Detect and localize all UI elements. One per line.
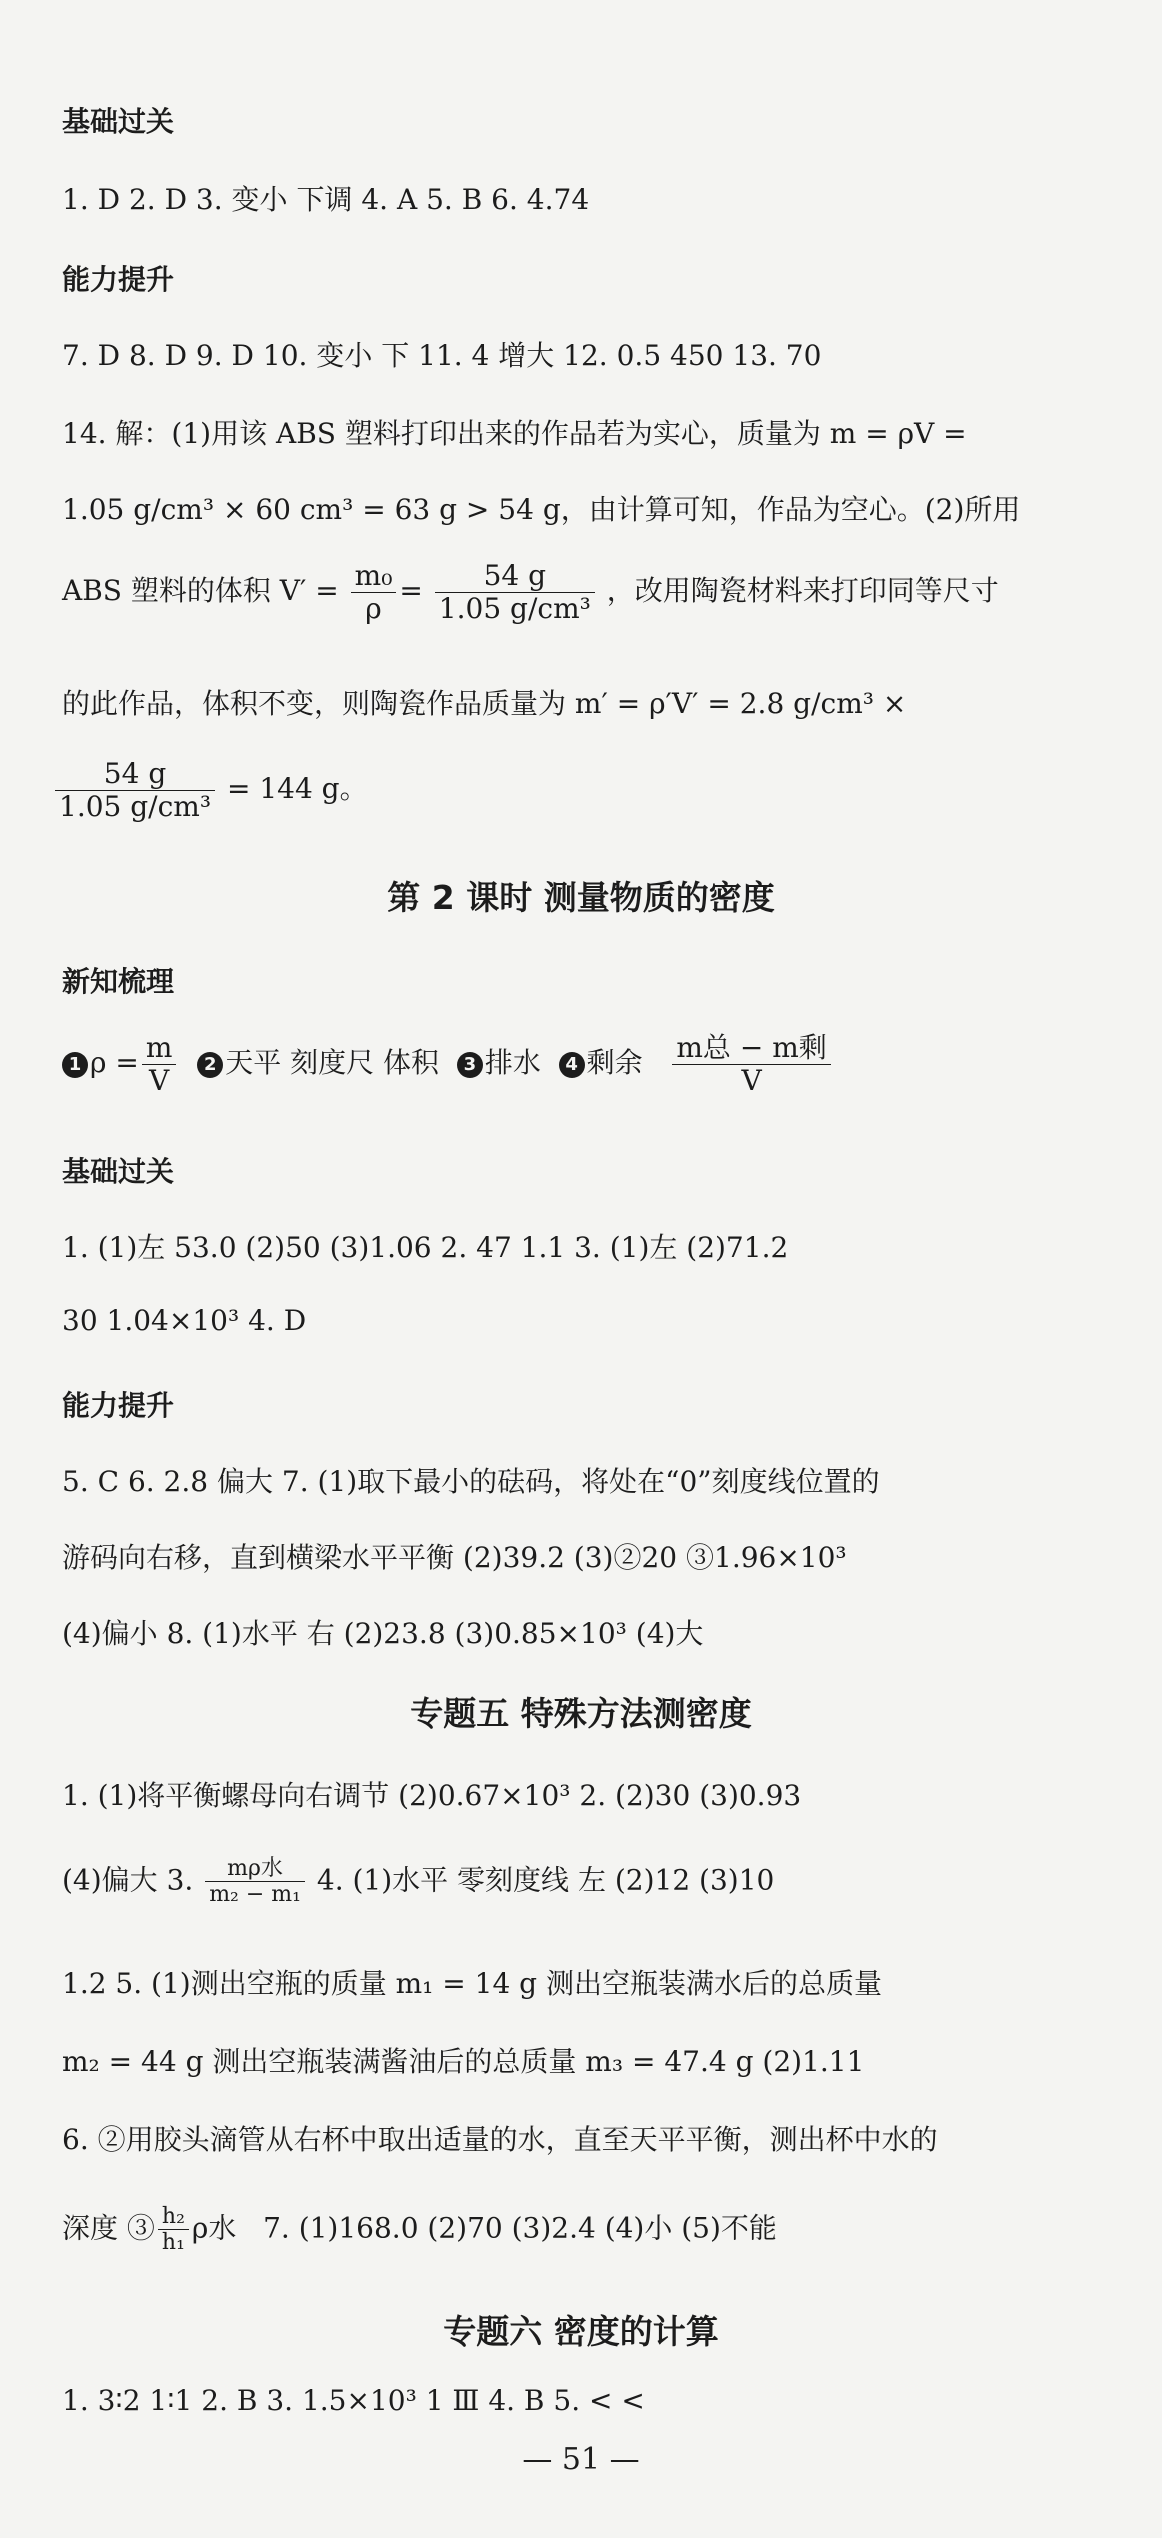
q14-line-5-post: = 144 g。 <box>226 772 368 806</box>
new-item-3: 排水 <box>484 1046 541 1080</box>
frac-den: 1.05 g/cm³ <box>438 592 591 626</box>
new-item-2: 天平 刻度尺 体积 <box>225 1046 440 1080</box>
topic5-line-6 <box>62 2204 1122 2256</box>
q14-line-5 <box>52 758 1122 823</box>
q14-line-2: 1.05 g/cm³ × 60 cm³ = 63 g > 54 g，由计算可知，作品为空心。(2)所用 <box>62 493 1021 526</box>
frac-num: m₀ <box>351 560 397 593</box>
section-heading-basic-1: 基础过关 <box>62 105 175 138</box>
topic5-line-6-post: 7. (1)168.0 (2)70 (3)2.4 (4)小 (5)不能 <box>263 2211 777 2245</box>
section-heading-ability-1: 能力提升 <box>62 263 175 296</box>
topic5-line-4: m₂ = 44 g 测出空瓶装满酱油后的总质量 m₃ = 47.4 g (2)1.11 <box>62 2045 865 2078</box>
topic5-line-5: 6. ②用胶头滴管从右杯中取出适量的水，直至天平平衡，测出杯中水的 <box>62 2123 938 2156</box>
topic5-line-6-pre: 深度 ③ <box>62 2211 155 2245</box>
fraction-m0-rho <box>351 560 397 625</box>
fraction-54g-2 <box>55 758 215 823</box>
answer-line-ability-2b: 游码向右移，直到横梁水平平衡 (2)39.2 (3)②20 ③1.96×10³ <box>62 1541 847 1574</box>
frac-den: 1.05 g/cm³ <box>59 790 212 824</box>
circled-number-2: 2 <box>197 1052 223 1078</box>
answer-line-ability-2a: 5. C 6. 2.8 偏大 7. (1)取下最小的砝码，将处在“0”刻度线位置的 <box>62 1465 880 1498</box>
page-number: — 51 — <box>522 2442 640 2477</box>
frac-num: m <box>142 1032 177 1065</box>
q14-line-3-pre: ABS 塑料的体积 V′ = <box>62 574 339 608</box>
q14-line-4: 的此作品，体积不变，则陶瓷作品质量为 m′ = ρ′V′ = 2.8 g/cm³ × <box>62 687 907 720</box>
frac-num: m总 − m剩 <box>672 1032 830 1065</box>
topic5-line-3: 1.2 5. (1)测出空瓶的质量 m₁ = 14 g 测出空瓶装满水后的总质量 <box>62 1967 883 2000</box>
circled-number-4: 4 <box>559 1052 585 1078</box>
fraction-54g <box>435 560 595 625</box>
frac-num: 54 g <box>435 560 595 593</box>
q14-line-1: 14. 解：(1)用该 ABS 塑料打印出来的作品若为实心，质量为 m = ρV = <box>62 417 967 450</box>
frac-den: m₂ − m₁ <box>209 1882 301 1908</box>
new-knowledge-line <box>62 1032 1122 1097</box>
lesson-2-title: 第 2 课时 测量物质的密度 <box>387 878 775 917</box>
fraction-m-total <box>672 1032 830 1097</box>
frac-num: mρ水 <box>205 1856 305 1882</box>
q14-line-3-post: ，改用陶瓷材料来打印同等尺寸 <box>606 574 999 608</box>
fraction-h2-h1 <box>158 2204 189 2256</box>
frac-den: V <box>148 1064 170 1098</box>
section-heading-ability-2: 能力提升 <box>62 1389 175 1422</box>
circled-number-3: 3 <box>457 1052 483 1078</box>
topic5-line-2-pre: (4)偏大 3. <box>62 1863 194 1897</box>
frac-den: ρ <box>365 592 382 626</box>
topic5-line-1: 1. (1)将平衡螺母向右调节 (2)0.67×10³ 2. (2)30 (3)0.93 <box>62 1779 802 1812</box>
rho-water: ρ水 <box>191 2211 237 2245</box>
circled-number-1: 1 <box>62 1052 88 1078</box>
answer-line-ability-2c: (4)偏小 8. (1)水平 右 (2)23.8 (3)0.85×10³ (4)大 <box>62 1617 704 1650</box>
rho-label: ρ = <box>90 1046 139 1080</box>
frac-num: h₂ <box>158 2204 189 2230</box>
frac-den: V <box>741 1064 762 1098</box>
answer-line-basic-2a: 1. (1)左 53.0 (2)50 (3)1.06 2. 47 1.1 3. (1)左 (2)71.2 <box>62 1231 789 1264</box>
section-heading-new: 新知梳理 <box>62 965 175 998</box>
section-heading-basic-2: 基础过关 <box>62 1155 175 1188</box>
answer-line-ability-1: 7. D 8. D 9. D 10. 变小 下 11. 4 增大 12. 0.5 450 13. 70 <box>62 339 822 372</box>
fraction-m-v <box>142 1032 177 1097</box>
new-item-4: 剩余 <box>586 1046 643 1080</box>
frac-num: 54 g <box>55 758 215 791</box>
q14-line-3: ABS 塑料的体积 V′ = $\frac{\text{m₀}}{\rho}$ = $\frac{54 g}{\text{1.05 g/cm³}}$ ，改用陶瓷材料来打印同等尺寸 <box>62 559 999 626</box>
topic-5-title: 专题五 特殊方法测密度 <box>410 1694 752 1733</box>
answer-line-basic-1: 1. D 2. D 3. 变小 下调 4. A 5. B 6. 4.74 <box>62 183 590 216</box>
topic5-line-2-post: 4. (1)水平 零刻度线 左 (2)12 (3)10 <box>316 1863 775 1897</box>
fraction-m-rho-water <box>205 1856 305 1908</box>
frac-den: h₁ <box>161 2230 185 2256</box>
topic5-line-2 <box>62 1856 1122 1908</box>
topic-6-title: 专题六 密度的计算 <box>443 2312 719 2351</box>
answer-line-basic-2b: 30 1.04×10³ 4. D <box>62 1304 307 1337</box>
topic6-line-1: 1. 3∶2 1∶1 2. B 3. 1.5×10³ 1 Ⅲ 4. B 5. < < <box>62 2384 645 2417</box>
